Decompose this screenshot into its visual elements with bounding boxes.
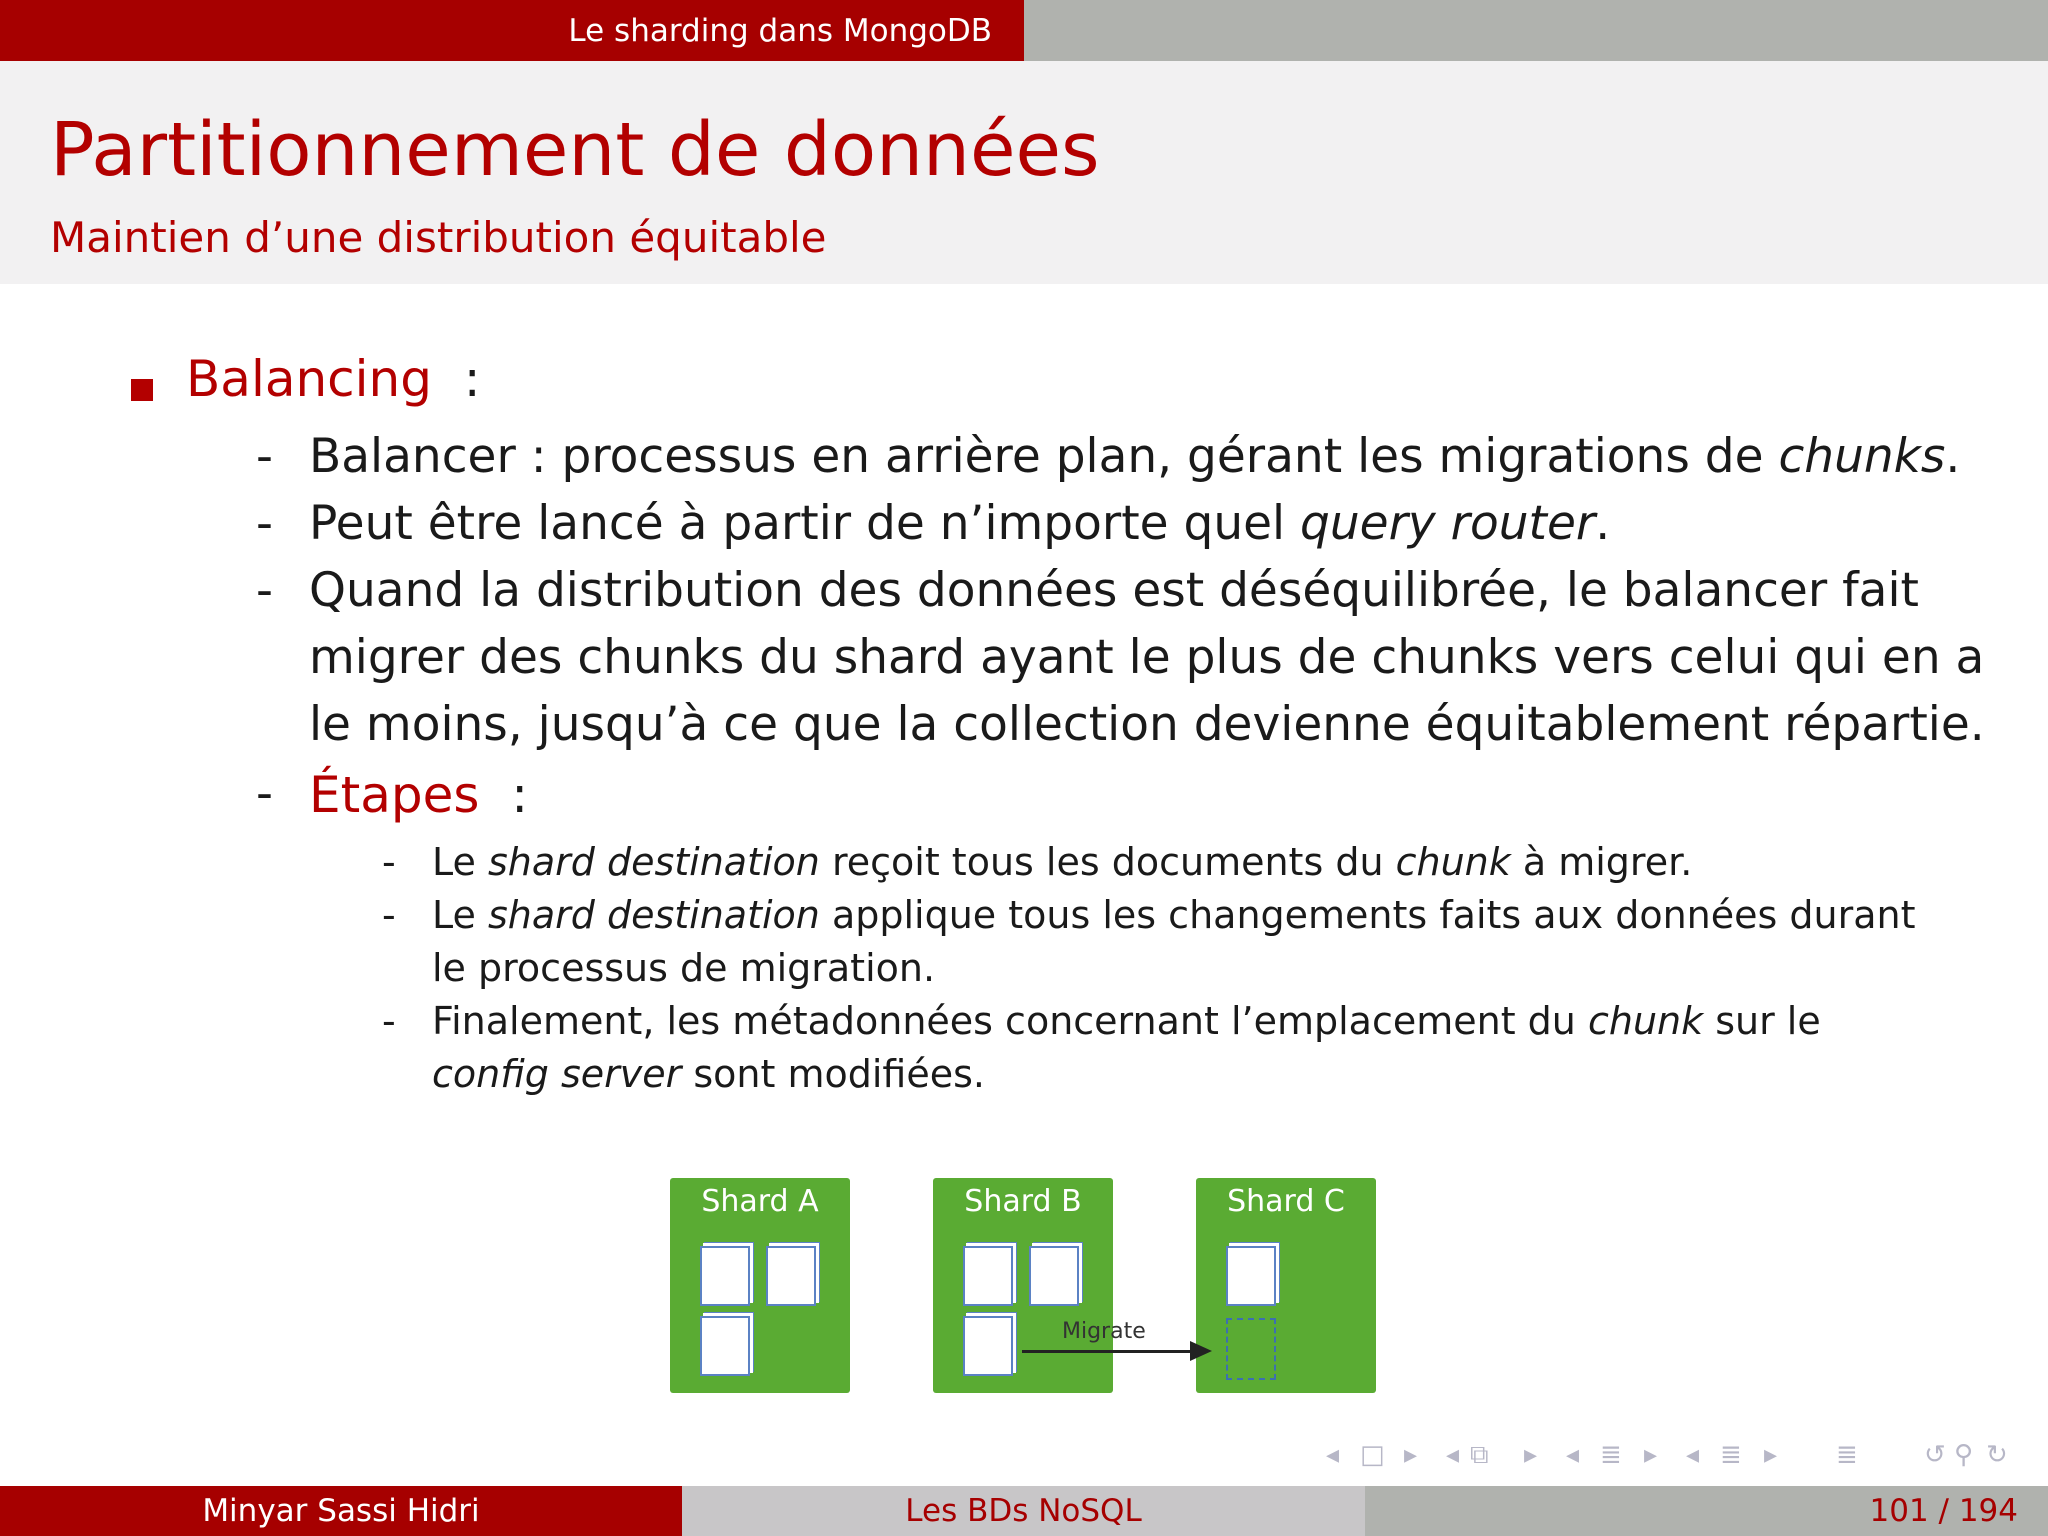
etapes-colon: :: [511, 766, 529, 824]
footer-bar: [0, 1486, 2048, 1536]
footer-author: Minyar Sassi Hidri: [0, 1486, 682, 1536]
shard-a-label: Shard A: [701, 1184, 819, 1219]
item-balancing: [186, 350, 481, 408]
slide-subtitle: Maintien d’une distribution équitable: [50, 213, 827, 262]
nav-prev-toc-icon[interactable]: ◂: [1686, 1440, 1700, 1470]
point-1-end: .: [1945, 429, 1961, 484]
dash-icon: -: [256, 766, 273, 821]
point-3-line-3: le moins, jusqu’à ce que la collection devienne équitablement répartie.: [309, 697, 1985, 752]
point-1-emphasis: chunks: [1778, 429, 1946, 484]
target-chunk-icon: [1226, 1318, 1276, 1380]
dash-icon: -: [382, 893, 396, 937]
nav-toc-icon[interactable]: ≣: [1720, 1440, 1742, 1470]
nav-prev-section-icon[interactable]: ◂: [1566, 1440, 1580, 1470]
nav-search-icon[interactable]: ⚲: [1954, 1440, 1974, 1470]
section-title: Le sharding dans MongoDB: [0, 0, 1024, 61]
point-2-emphasis: query router: [1300, 496, 1596, 551]
arrow-head-icon: [1190, 1341, 1212, 1361]
step-1-c: reçoit tous les documents du: [819, 840, 1396, 884]
chunk-icon: [1226, 1246, 1276, 1306]
shard-a: [670, 1178, 850, 1393]
chunk-icon: [766, 1246, 816, 1306]
dash-icon: -: [382, 840, 396, 884]
sharding-diagram: [670, 1178, 1380, 1393]
chunk-icon: [963, 1246, 1013, 1306]
bullet-square-icon: [131, 379, 153, 401]
chunk-icon: [700, 1246, 750, 1306]
nav-prev-frame-icon[interactable]: ◂: [1326, 1440, 1340, 1470]
dash-icon: -: [256, 563, 273, 618]
step-3: [432, 999, 1821, 1043]
step-1-d: chunk: [1395, 840, 1511, 884]
dash-icon: -: [256, 429, 273, 484]
shard-c-label: Shard C: [1227, 1184, 1345, 1219]
step-3-line-2-a: config server: [432, 1052, 682, 1096]
chunk-icon: [700, 1316, 750, 1376]
step-2-b: shard destination: [487, 893, 820, 937]
point-2-text: Peut être lancé à partir de n’importe quel: [309, 496, 1301, 551]
step-3-line-2: [432, 1052, 985, 1096]
footer-page-number: 101 / 194: [1365, 1486, 2048, 1536]
header-bar: [0, 0, 2048, 61]
shard-b-label: Shard B: [964, 1184, 1082, 1219]
nav-frame-icon[interactable]: □: [1360, 1440, 1385, 1470]
shard-b: [933, 1178, 1113, 1393]
nav-next-frame-icon[interactable]: ▸: [1404, 1440, 1418, 1470]
nav-prev-subsection-icon[interactable]: ◂: [1446, 1440, 1460, 1470]
nav-next-subsection-icon[interactable]: ▸: [1524, 1440, 1538, 1470]
step-2-line-2: le processus de migration.: [432, 946, 936, 990]
step-1-b: shard destination: [487, 840, 820, 884]
migrate-arrow-icon: [1022, 1350, 1194, 1353]
step-3-line-2-b: sont modifiées.: [681, 1052, 985, 1096]
nav-undo-icon[interactable]: ↺: [1924, 1440, 1946, 1470]
point-3-line-1: Quand la distribution des données est déséquilibrée, le balancer fait: [309, 563, 1919, 618]
point-1: [309, 429, 1960, 484]
nav-redo-icon[interactable]: ↻: [1986, 1440, 2008, 1470]
point-2-end: .: [1595, 496, 1611, 551]
etapes-label: Étapes: [309, 766, 480, 824]
point-etapes: [309, 766, 528, 824]
step-1-a: Le: [432, 840, 488, 884]
point-1-text: Balancer : processus en arrière plan, gérant les migrations de: [309, 429, 1779, 484]
point-3-line-2: migrer des chunks du shard ayant le plus de chunks vers celui qui en a: [309, 630, 1985, 685]
step-3-c: sur le: [1703, 999, 1821, 1043]
slide-title: Partitionnement de données: [50, 107, 1100, 193]
item-label: Balancing: [186, 350, 432, 408]
step-2-a: Le: [432, 893, 488, 937]
shard-c: [1196, 1178, 1376, 1393]
nav-next-toc-icon[interactable]: ▸: [1764, 1440, 1778, 1470]
step-1: [432, 840, 1692, 884]
chunk-icon: [963, 1316, 1013, 1376]
nav-subsection-icon[interactable]: ⧉: [1470, 1440, 1489, 1470]
migrate-label: Migrate: [1062, 1319, 1146, 1344]
beamer-navigation: [1320, 1440, 2040, 1470]
chunk-icon: [1029, 1246, 1079, 1306]
step-2-c: applique tous les changements faits aux données durant: [819, 893, 1916, 937]
dash-icon: -: [256, 496, 273, 551]
header-filler: [1024, 0, 2048, 61]
nav-section-icon[interactable]: ≣: [1600, 1440, 1622, 1470]
step-1-e: à migrer.: [1510, 840, 1693, 884]
step-3-b: chunk: [1587, 999, 1704, 1043]
item-colon: :: [463, 350, 481, 408]
title-block: [0, 61, 2048, 284]
step-3-a: Finalement, les métadonnées concernant l’emplacement du: [432, 999, 1588, 1043]
nav-next-section-icon[interactable]: ▸: [1644, 1440, 1658, 1470]
dash-icon: -: [382, 999, 396, 1043]
footer-course: Les BDs NoSQL: [682, 1486, 1365, 1536]
point-2: [309, 496, 1610, 551]
step-2: [432, 893, 1916, 937]
nav-doc-icon[interactable]: ≣: [1836, 1440, 1858, 1470]
